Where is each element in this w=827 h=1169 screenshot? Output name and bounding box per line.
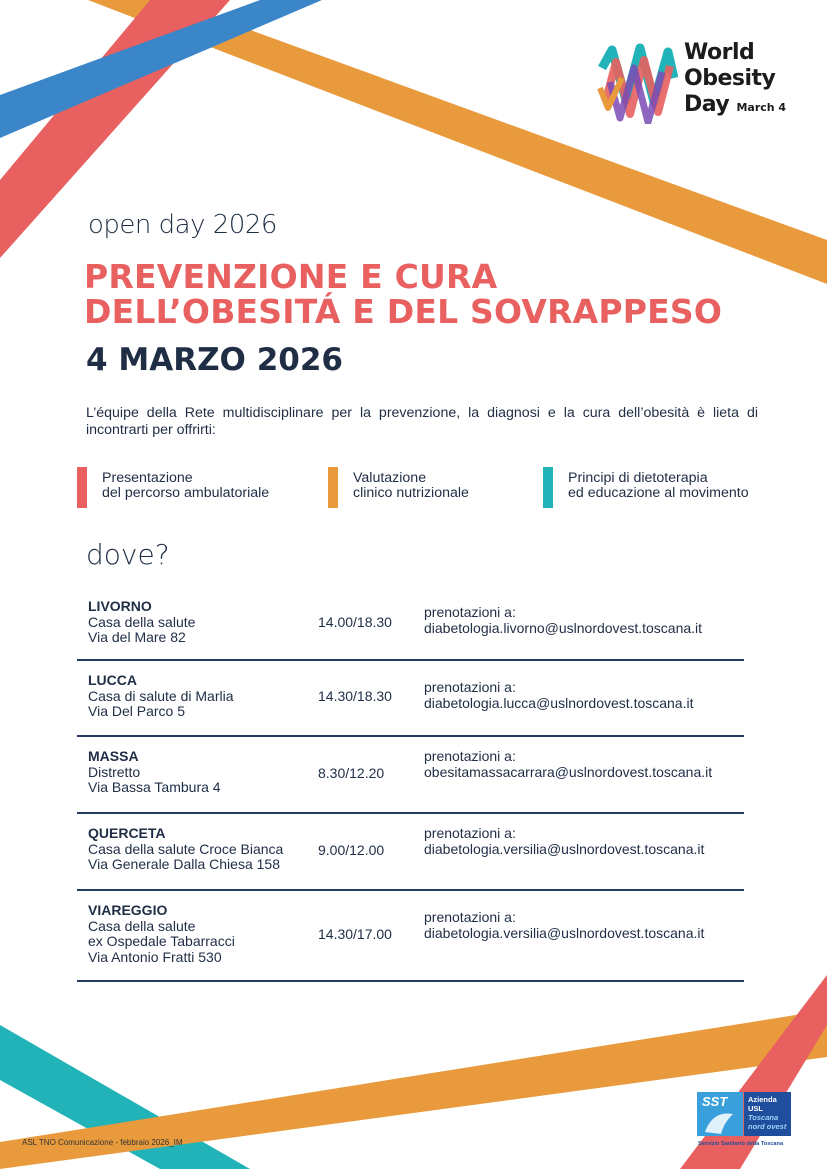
table-row [77,891,744,982]
service-color-bar [77,467,87,508]
booking-cell [424,605,702,636]
booking-cell [424,826,704,857]
location-city: VIAREGGIO [88,902,168,918]
location-detail: Via del Mare 82 [88,629,186,645]
location-detail: Via Antonio Fratti 530 [88,948,222,965]
table-row [77,661,744,737]
location-time: 14.30/18.30 [318,688,392,704]
wod-logo-text [684,40,786,121]
booking-label: prenotazioni a: [424,604,516,620]
booking-label: prenotazioni a: [424,679,516,695]
world-obesity-day-logo [596,38,796,124]
service-color-bar [543,467,553,508]
footer-credit: ASL TNO Comunicazione - febbraio 2026_IM [22,1138,183,1147]
location-time: 14.00/18.30 [318,614,392,630]
where-heading: dove? [86,538,170,571]
sst-org-1: Azienda [748,1095,777,1104]
sst-caption: Servizio Sanitario della Toscana [698,1141,784,1147]
wod-logo-sub: March 4 [736,101,787,114]
table-row [77,737,744,814]
location-detail: ex Ospedale Tabarracci [88,933,235,949]
service-text [568,471,749,501]
wod-logo-mark [596,38,678,124]
booking-label: prenotazioni a: [424,825,516,841]
sst-org-3: Toscana [748,1113,779,1122]
location-cell [88,826,283,873]
wod-logo-line3: Day March 4 [684,92,787,117]
service-text [102,471,269,501]
sst-mark: SST [702,1094,728,1109]
event-date: 4 MARZO 2026 [86,342,343,378]
kicker-text: open day 2026 [88,210,277,240]
locations-table [77,594,744,982]
location-cell [88,903,235,965]
location-detail: Casa della salute [88,613,196,630]
booking-email[interactable]: diabetologia.versilia@uslnordovest.toscana.it [424,840,705,857]
booking-email[interactable]: obesitamassacarrara@uslnordovest.toscana.it [424,763,713,780]
booking-email[interactable]: diabetologia.lucca@uslnordovest.toscana.it [424,694,694,711]
booking-cell [424,910,704,941]
wod-logo-line2: Obesity [684,66,776,91]
location-cell [88,599,195,646]
booking-email[interactable]: diabetologia.livorno@uslnordovest.toscana.it [424,619,703,636]
service-line: ed educazione al movimento [568,485,749,501]
service-line: Valutazione [353,470,427,486]
location-detail: Via Bassa Tambura 4 [88,779,221,795]
location-detail: Via Generale Dalla Chiesa 158 [88,856,280,872]
location-cell [88,673,234,720]
location-detail: Casa di salute di Marlia [88,687,234,704]
location-city: QUERCETA [88,825,166,841]
page-title [84,259,722,329]
title-line-1: PREVENZIONE E CURA [84,257,498,296]
location-detail: Distretto [88,763,141,780]
location-cell [88,749,221,796]
location-detail: Casa della salute Croce Bianca [88,840,284,857]
location-city: MASSA [88,748,139,764]
table-row [77,594,744,661]
booking-cell [424,749,712,780]
booking-label: prenotazioni a: [424,909,516,925]
service-text [353,471,469,501]
booking-email[interactable]: diabetologia.versilia@uslnordovest.toscana.it [424,924,705,941]
booking-cell [424,680,694,711]
location-detail: Casa della salute [88,917,196,934]
location-detail: Via Del Parco 5 [88,703,186,719]
service-line: del percorso ambulatoriale [102,485,270,501]
booking-label: prenotazioni a: [424,748,516,764]
location-city: LUCCA [88,672,137,688]
title-line-2: DELL’OBESITÁ E DEL SOVRAPPESO [84,292,723,331]
location-time: 9.00/12.00 [318,842,385,858]
location-time: 14.30/17.00 [318,926,392,942]
sst-org-4: nord ovest [748,1122,787,1131]
service-line: Principi di dietoterapia [568,470,708,486]
wod-logo-line1: World [684,40,755,65]
service-line: clinico nutrizionale [353,485,469,501]
sst-org-2: USL [748,1104,763,1113]
location-city: LIVORNO [88,598,152,614]
service-line: Presentazione [102,470,193,486]
service-color-bar [328,467,338,508]
intro-paragraph: L’équipe della Rete multidisciplinare per la prevenzione, la diagnosi e la cura dell’obesità è lieta di incontrarti per offrirti: [86,405,758,438]
table-row [77,814,744,891]
azienda-usl-logo [697,1092,793,1148]
location-time: 8.30/12.20 [318,765,385,781]
